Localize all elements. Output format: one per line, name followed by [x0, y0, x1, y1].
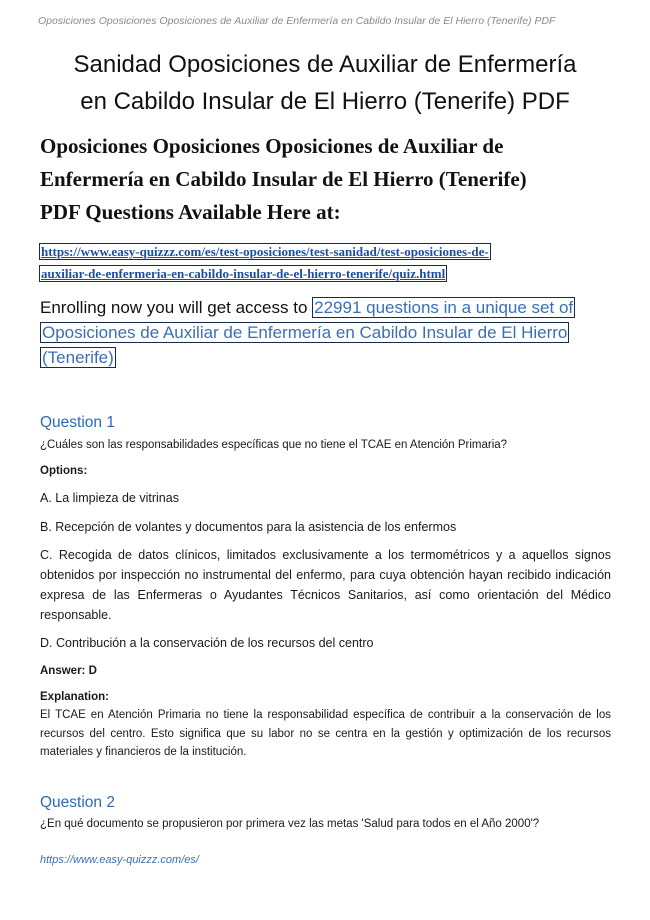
quiz-url-link[interactable] — [39, 241, 579, 285]
page-title-line-1: Sanidad Oposiciones de Auxiliar de Enfermería — [73, 51, 577, 78]
quiz-url-line-2[interactable]: auxiliar-de-enfermeria-en-cabildo-insular-de-el-hierro-tenerife/quiz.html — [41, 266, 446, 281]
intro-heading — [40, 130, 610, 229]
question-1-option-d: D. Contribución a la conservación de los recursos del centro — [40, 636, 374, 650]
enroll-link-part-1[interactable]: 22991 questions in a unique set of — [314, 298, 574, 317]
question-1-option-a: A. La limpieza de vitrinas — [40, 491, 179, 505]
enroll-link-part-2[interactable]: Oposiciones de Auxiliar de Enfermería en Cabildo Insular de El Hierro — [42, 323, 568, 342]
question-1-answer: Answer: D — [40, 665, 97, 677]
footer-url-link[interactable]: https://www.easy-quizzz.com/es/ — [40, 854, 199, 866]
question-1-heading: Question 1 — [40, 414, 115, 431]
question-2-text: ¿En qué documento se propusieron por primera vez las metas 'Salud para todos en el Año 2000'? — [40, 818, 540, 830]
quiz-url-line-1[interactable]: https://www.easy-quizzz.com/es/test-oposiciones/test-sanidad/test-oposiciones-de- — [41, 244, 489, 259]
enroll-paragraph — [40, 295, 610, 370]
question-2-heading: Question 2 — [40, 794, 115, 811]
intro-heading-line-2: Enfermería en Cabildo Insular de El Hierro (Tenerife) — [40, 167, 527, 191]
question-1-text: ¿Cuáles son las responsabilidades específicas que no tiene el TCAE en Atención Primaria? — [40, 439, 508, 451]
question-1-explanation-label: Explanation: — [40, 691, 110, 703]
running-header: Oposiciones Oposiciones Oposiciones de Auxiliar de Enfermería en Cabildo Insular de El Hierro (Tenerife) PDF — [38, 15, 556, 27]
question-1-option-c: C. Recogida de datos clínicos, limitados exclusivamente a los termométricos y a aquellos signos obtenidos por inspección no instrumental del enfermo, para cuya obtención hayan recibido indicación expresa de las Enfermeras o Ayudantes Técnicos Sanitarios, así como orientación del Médico responsable. — [40, 548, 611, 622]
question-1-options-label: Options: — [40, 465, 88, 477]
question-1-option-b: B. Recepción de volantes y documentos para la asistencia de los enfermos — [40, 520, 457, 534]
enroll-link-part-3[interactable]: (Tenerife) — [42, 348, 114, 367]
question-1-explanation: El TCAE en Atención Primaria no tiene la responsabilidad específica de contribuir a la conservación de los recursos del centro. Esto significa que su labor no se centra en la gestión y optimización de los recursos materiales y financieros de la institución. — [40, 709, 611, 758]
page-title — [20, 46, 630, 120]
intro-heading-line-3: PDF Questions Available Here at: — [40, 200, 341, 224]
intro-heading-line-1: Oposiciones Oposiciones Oposiciones de Auxiliar de — [40, 134, 504, 158]
enroll-text: Enrolling now you will get access to — [40, 298, 313, 317]
page-title-line-2: en Cabildo Insular de El Hierro (Tenerife) PDF — [80, 88, 570, 115]
